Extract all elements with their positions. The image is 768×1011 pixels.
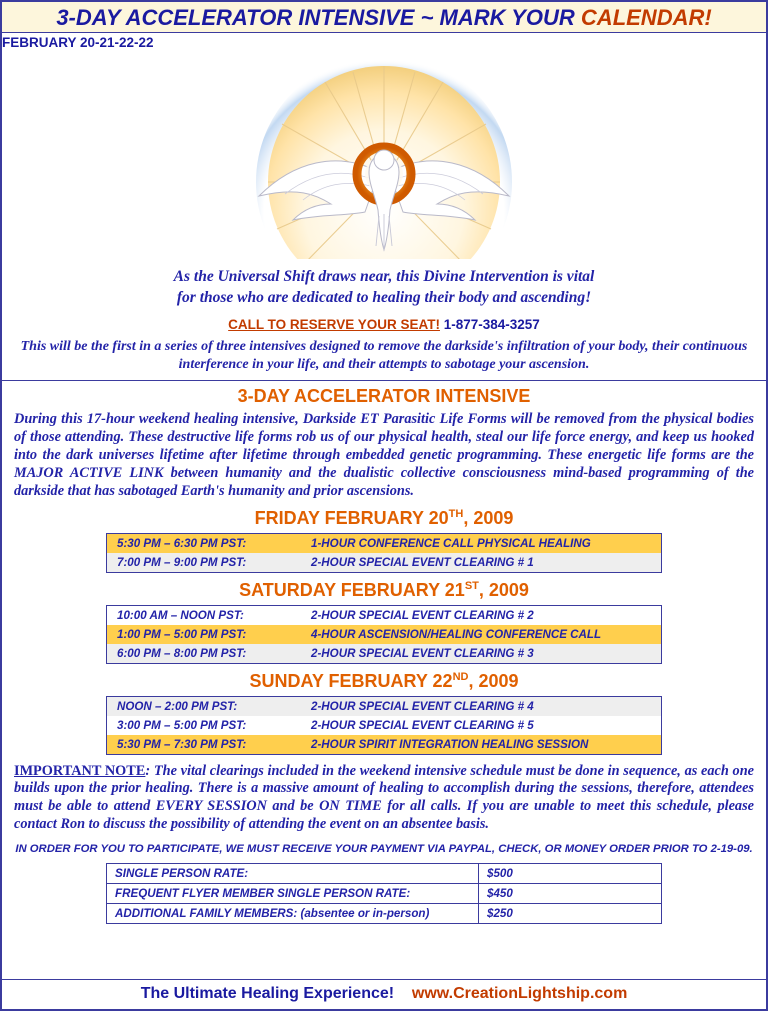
day-title-sunday-suffix: , 2009	[468, 670, 519, 691]
table-row	[107, 716, 662, 735]
dove-sunburst-illustration	[219, 54, 549, 259]
header-banner	[2, 2, 766, 33]
day-title-friday-sup: TH	[448, 507, 464, 520]
table-row	[107, 696, 662, 716]
footer-website-link[interactable]: www.CreationLightship.com	[411, 985, 628, 1002]
day-title-saturday-sup: ST	[464, 579, 479, 592]
table-row	[107, 904, 662, 924]
schedule-time: 7:00 PM – 9:00 PM PST:	[117, 555, 247, 569]
rate-price: $250	[479, 904, 662, 924]
intro-block	[2, 259, 766, 332]
page-title-accent: CALENDAR!	[580, 5, 712, 30]
page-title	[2, 6, 766, 29]
schedule-table-saturday	[106, 605, 662, 664]
schedule-event: 2-HOUR SPIRIT INTEGRATION HEALING SESSION	[311, 737, 589, 751]
schedule-event: 4-HOUR ASCENSION/HEALING CONFERENCE CALL	[311, 627, 602, 641]
table-row	[107, 533, 662, 553]
schedule-time: 1:00 PM – 5:00 PM PST:	[117, 627, 247, 641]
day-title-sunday	[2, 664, 766, 696]
intro-line-1: As the Universal Shift draws near, this Divine Intervention is vital	[173, 268, 595, 286]
schedule-event: 1-HOUR CONFERENCE CALL PHYSICAL HEALING	[311, 536, 591, 550]
important-note	[2, 755, 766, 834]
rate-price: $450	[479, 884, 662, 904]
schedule-time: 5:30 PM – 6:30 PM PST:	[117, 536, 247, 550]
schedule-time: 3:00 PM – 5:00 PM PST:	[117, 718, 247, 732]
series-note: This will be the first in a series of three intensives designed to remove the darkside's infiltration of your body, their continuous interference in your life, and their attempts to sabotage your ascension.	[20, 338, 748, 373]
phone-number[interactable]: 1-877-384-3257	[443, 316, 540, 332]
schedule-event: 2-HOUR SPECIAL EVENT CLEARING # 3	[311, 646, 534, 660]
schedule-event: 2-HOUR SPECIAL EVENT CLEARING # 1	[311, 555, 534, 569]
section-title: 3-DAY ACCELERATOR INTENSIVE	[237, 386, 531, 407]
table-row	[107, 864, 662, 884]
schedule-event: 2-HOUR SPECIAL EVENT CLEARING # 2	[311, 608, 534, 622]
important-note-label: IMPORTANT NOTE	[14, 762, 146, 779]
day-title-saturday-prefix: SATURDAY FEBRUARY 21	[239, 579, 465, 600]
day-title-saturday-suffix: , 2009	[478, 579, 529, 600]
day-title-friday-suffix: , 2009	[463, 507, 514, 528]
table-row	[107, 735, 662, 755]
schedule-time: 10:00 AM – NOON PST:	[117, 608, 244, 622]
day-title-friday-prefix: FRIDAY FEBRUARY 20	[254, 507, 449, 528]
payment-note: IN ORDER FOR YOU TO PARTICIPATE, WE MUST RECEIVE YOUR PAYMENT VIA PAYPAL, CHECK, OR MONEY ORDER PRIOR TO 2-19-09.	[15, 843, 753, 856]
table-row	[107, 553, 662, 573]
rates-table	[106, 863, 662, 924]
schedule-table-friday	[106, 533, 662, 573]
footer-bar	[2, 979, 766, 1009]
day-title-sunday-sup: ND	[452, 670, 469, 683]
day-title-saturday	[2, 573, 766, 605]
schedule-time: 6:00 PM – 8:00 PM PST:	[117, 646, 247, 660]
rate-label: FREQUENT FLYER MEMBER SINGLE PERSON RATE:	[107, 884, 479, 904]
rate-label: ADDITIONAL FAMILY MEMBERS: (absentee or in-person)	[107, 904, 479, 924]
table-row	[107, 625, 662, 644]
table-row	[107, 644, 662, 664]
call-to-reserve-label: CALL TO RESERVE YOUR SEAT!	[228, 316, 440, 332]
schedule-time: 5:30 PM – 7:30 PM PST:	[117, 737, 247, 751]
schedule-time: NOON – 2:00 PM PST:	[117, 699, 238, 713]
day-title-sunday-prefix: SUNDAY FEBRUARY 22	[249, 670, 453, 691]
reserve-line	[42, 317, 726, 332]
important-note-text: : The vital clearings included in the weekend intensive schedule must be done in sequence, as each one builds upon the prior healing. There is a massive amount of healing to accomplish during the sessions, therefore, attendees must be able to attend EVERY SESSION and be ON TIME for all calls. If you are unable to meet this schedule, please contact Ron to discuss the possibility of attending the event on an absentee basis.	[14, 762, 754, 833]
section-paragraph: During this 17-hour weekend healing intensive, Darkside ET Parasitic Life Forms will be removed from the physical bodies of those attending. These destructive life forms rob us of our physical health, steal our life force energy, and keep us hooked into the dark universes lifetime after lifetime through embedded genetic programming. These energetic life forms are the MAJOR ACTIVE LINK between humanity and the dualistic collective consciousness mind-based programming of the darkside that has sabotaged Earth's humanity and prior ascensions.	[14, 411, 754, 499]
page-title-main: 3-DAY ACCELERATOR INTENSIVE ~ MARK YOUR	[56, 5, 581, 30]
header-subtitle: FEBRUARY 20-21-22-22	[2, 33, 766, 52]
hero-artwork	[2, 54, 766, 259]
intro-line-2: for those who are dedicated to healing their body and ascending!	[176, 289, 592, 307]
table-row	[107, 605, 662, 625]
table-row	[107, 884, 662, 904]
rate-price: $500	[479, 864, 662, 884]
schedule-table-sunday	[106, 696, 662, 755]
rate-label: SINGLE PERSON RATE:	[107, 864, 479, 884]
schedule-event: 2-HOUR SPECIAL EVENT CLEARING # 5	[311, 718, 534, 732]
day-title-friday	[2, 501, 766, 533]
footer-tagline: The Ultimate Healing Experience!	[140, 985, 395, 1002]
schedule-event: 2-HOUR SPECIAL EVENT CLEARING # 4	[311, 699, 534, 713]
